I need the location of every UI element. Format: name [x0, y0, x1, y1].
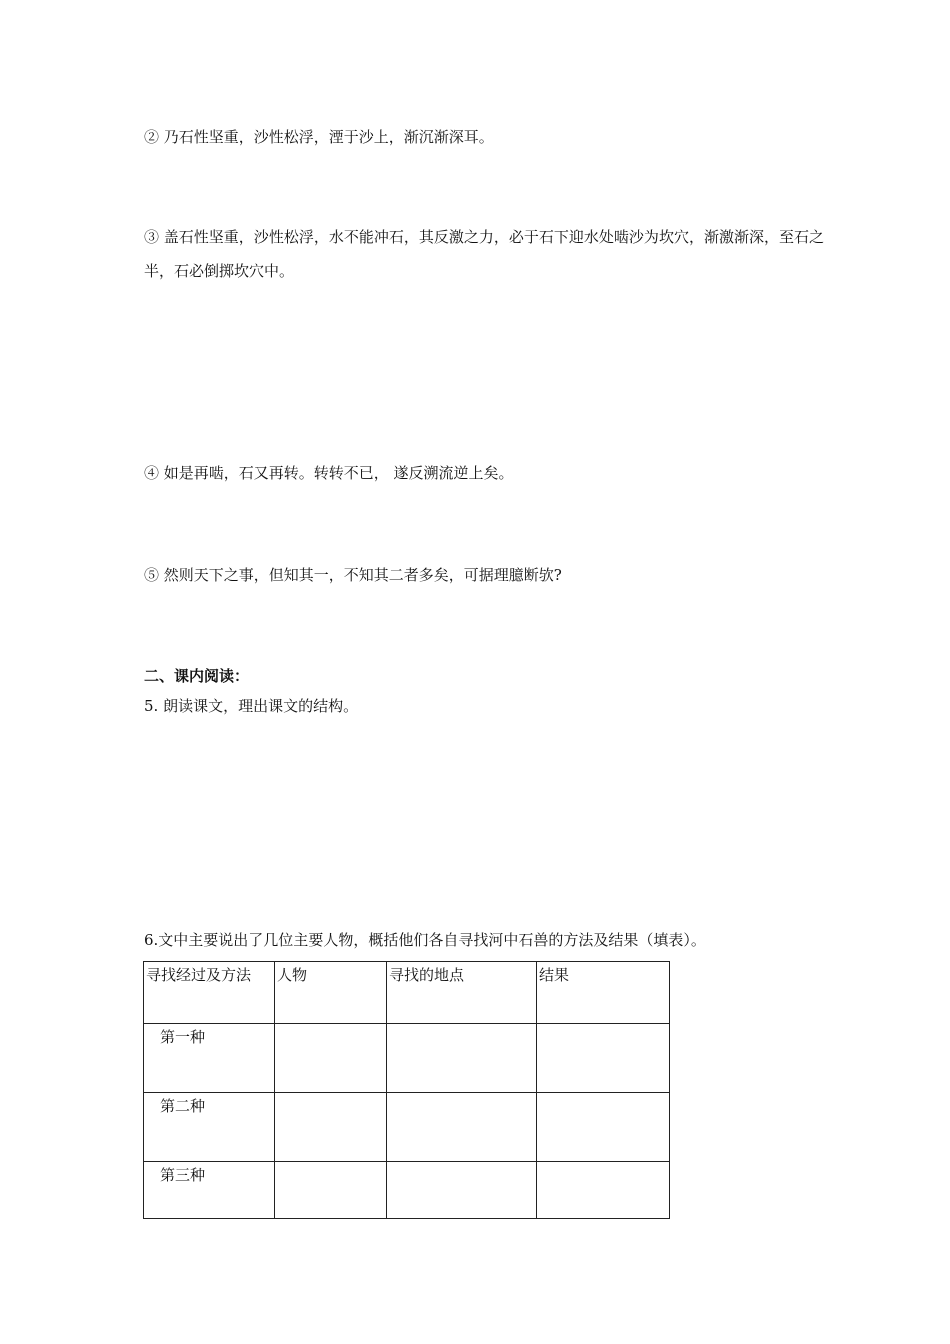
sentence-3: ③ 盖石性坚重，沙性松浮，水不能冲石，其反激之力，必于石下迎水处啮沙为坎穴，渐激渐深，至石之半，石必倒掷坎穴中。 — [144, 228, 824, 280]
sentence-4: ④ 如是再啮，石又再转。转转不已， 遂反溯流逆上矣。 — [144, 464, 514, 482]
blank-cell[interactable] — [537, 1162, 670, 1219]
header-result: 结果 — [537, 962, 670, 1024]
row-label-1: 第一种 — [144, 1024, 275, 1093]
table-row — [144, 1024, 670, 1093]
blank-cell[interactable] — [275, 1162, 387, 1219]
section-heading: 二、课内阅读： — [144, 667, 250, 685]
sentence-2: ② 乃石性坚重，沙性松浮，湮于沙上，渐沉渐深耳。 — [144, 128, 494, 146]
sentence-5: ⑤ 然则天下之事，但知其一，不知其二者多矣，可据理臆断欤? — [144, 566, 562, 584]
table-row — [144, 1093, 670, 1162]
row-label-3: 第三种 — [144, 1162, 275, 1219]
blank-cell[interactable] — [275, 1024, 387, 1093]
table-header-row — [144, 962, 670, 1024]
blank-cell[interactable] — [537, 1024, 670, 1093]
row-label-2: 第二种 — [144, 1093, 275, 1162]
blank-cell[interactable] — [387, 1024, 537, 1093]
header-person: 人物 — [275, 962, 387, 1024]
blank-cell[interactable] — [387, 1162, 537, 1219]
blank-cell[interactable] — [387, 1093, 537, 1162]
blank-cell[interactable] — [275, 1093, 387, 1162]
header-location: 寻找的地点 — [387, 962, 537, 1024]
blank-cell[interactable] — [537, 1093, 670, 1162]
header-method: 寻找经过及方法 — [144, 962, 275, 1024]
question-5: 5. 朗读课文，理出课文的结构。 — [144, 697, 359, 715]
answer-table — [143, 961, 670, 1219]
table-row — [144, 1162, 670, 1219]
question-6: 6.文中主要说出了几位主要人物，概括他们各自寻找河中石兽的方法及结果（填表）。 — [144, 931, 706, 949]
